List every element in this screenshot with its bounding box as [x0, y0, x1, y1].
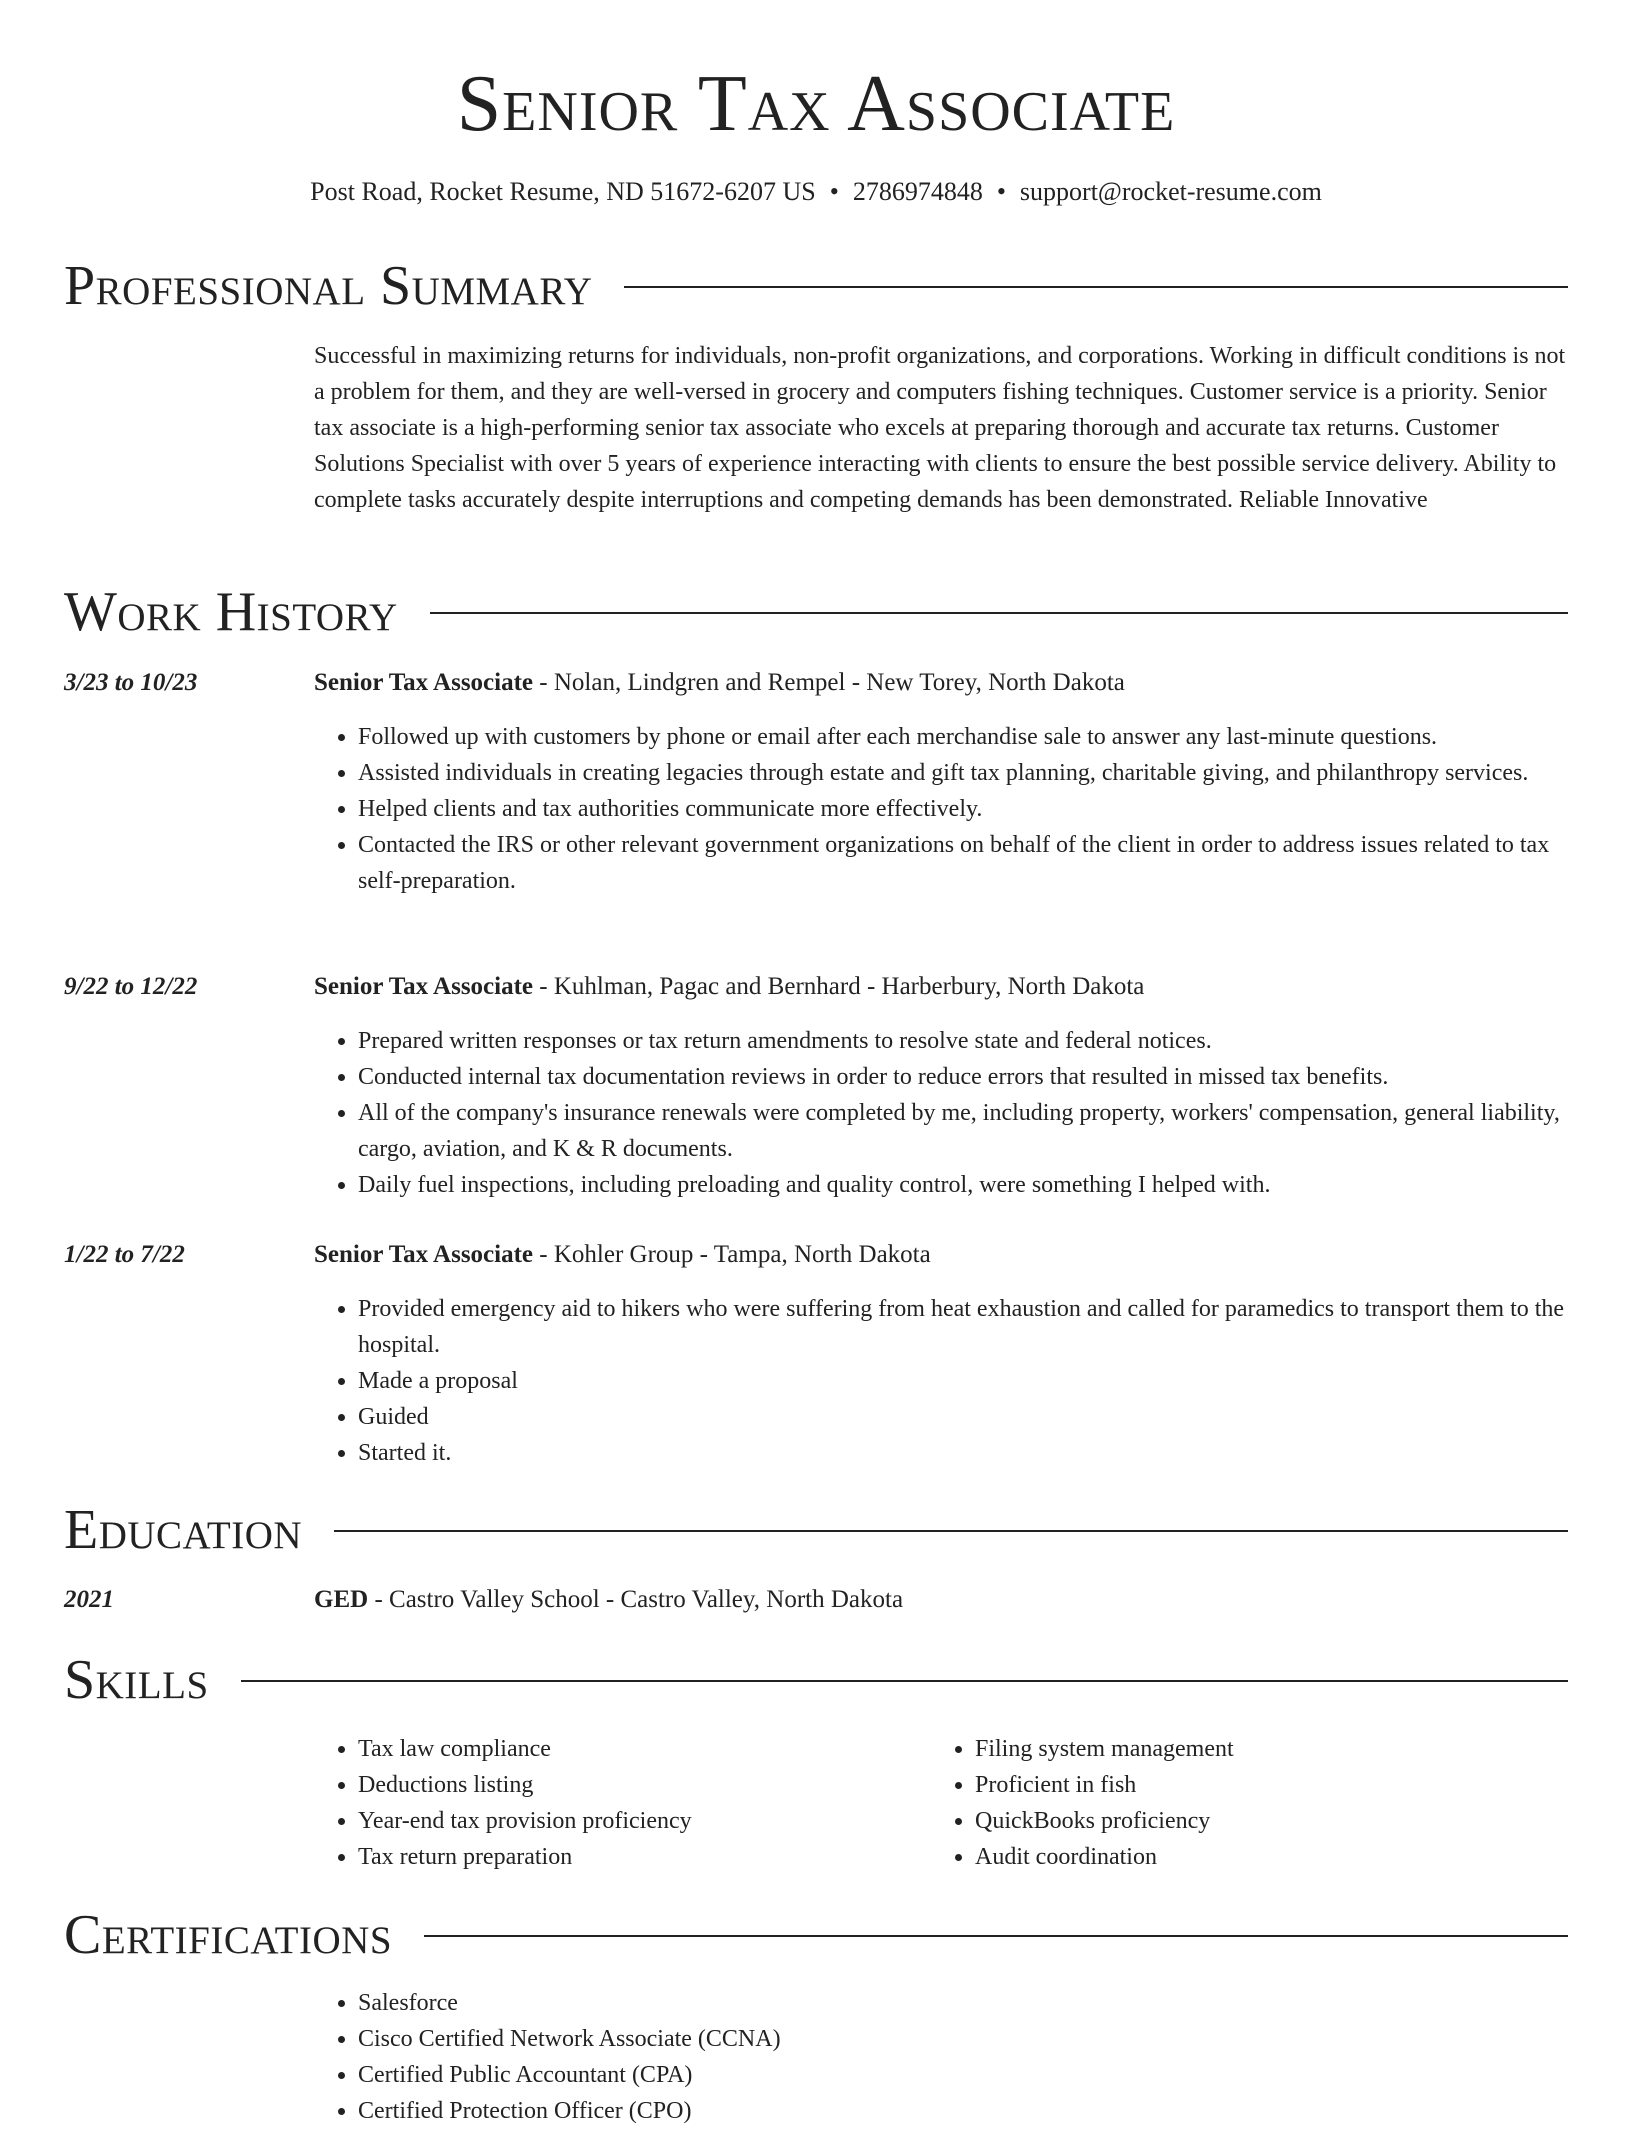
- job-dates: 9/22 to 12/22: [64, 973, 198, 1000]
- contact-phone: 2786974848: [852, 177, 983, 206]
- job-title: Senior Tax Associate: [314, 973, 534, 1000]
- education-heading: [314, 1582, 1570, 1618]
- section-header-skills: [64, 1648, 1568, 1712]
- section-divider: [424, 1935, 1568, 1937]
- skills-list-left: [314, 1731, 914, 1875]
- certification-item: • Cisco Certified Network Associate (CCNA): [358, 2021, 1570, 2057]
- job-title: Senior Tax Associate: [314, 1241, 534, 1268]
- certification-item: • Certified Public Accountant (CPA): [358, 2057, 1570, 2093]
- job-details: - Kuhlman, Pagac and Bernhard - Harberbury, North Dakota: [533, 973, 1145, 1000]
- job-bullet: • Assisted individuals in creating legacies through estate and gift tax planning, charitable giving, and philanthropy services.: [358, 755, 1570, 791]
- contact-address: Post Road, Rocket Resume, ND 51672-6207 US: [310, 177, 816, 206]
- skill-item: • QuickBooks proficiency: [975, 1803, 1551, 1839]
- skill-item: • Audit coordination: [975, 1839, 1551, 1875]
- contact-email: support@rocket-resume.com: [1019, 177, 1322, 206]
- summary-text: Successful in maximizing returns for individuals, non-profit organizations, and corporations. Working in difficult conditions is not a problem for them, and they are well-versed in grocery and computers fishing techniques. Customer service is a priority. Senior tax associate is a high-performing senior tax associate who excels at preparing thorough and accurate tax returns. Customer Solutions Specialist with over 5 years of experience interacting with clients to ensure the best possible service delivery. Ability to complete tasks accurately despite interruptions and competing demands has been demonstrated. Reliable Innovative: [314, 343, 1566, 513]
- job-dates: 1/22 to 7/22: [64, 1241, 185, 1268]
- skill-item: • Deductions listing: [358, 1767, 914, 1803]
- education-details: - Castro Valley School - Castro Valley, North Dakota: [368, 1586, 904, 1613]
- job-details: - Kohler Group - Tampa, North Dakota: [533, 1241, 931, 1268]
- section-title: Education: [64, 1499, 303, 1561]
- section-title: Professional Summary: [64, 255, 593, 317]
- section-divider: [241, 1680, 1568, 1682]
- job-heading: [314, 969, 1570, 1005]
- education-year: 2021: [64, 1586, 114, 1613]
- job-title: Senior Tax Associate: [314, 669, 534, 696]
- skill-item: • Tax law compliance: [358, 1731, 914, 1767]
- job-bullet: • Guided: [358, 1399, 1570, 1435]
- job-heading: [314, 1237, 1570, 1273]
- section-header-work-history: [64, 580, 1568, 644]
- section-title: Work History: [64, 581, 398, 643]
- job-bullet: • Followed up with customers by phone or email after each merchandise sale to answer any last-minute questions.: [358, 719, 1570, 755]
- job-bullet: • Prepared written responses or tax return amendments to resolve state and federal notices.: [358, 1023, 1570, 1059]
- skill-item: • Year-end tax provision proficiency: [358, 1803, 914, 1839]
- section-header-summary: [64, 254, 1568, 318]
- section-divider: [624, 286, 1568, 288]
- section-divider: [430, 612, 1568, 614]
- contact-line: [0, 176, 1632, 208]
- section-title: Certifications: [64, 1904, 393, 1966]
- job-bullet: • Helped clients and tax authorities communicate more effectively.: [358, 791, 1570, 827]
- contact-separator: •: [996, 177, 1006, 206]
- job-bullet: • Conducted internal tax documentation reviews in order to reduce errors that resulted in missed tax benefits.: [358, 1059, 1570, 1095]
- job-bullet: • Daily fuel inspections, including preloading and quality control, were something I helped with.: [358, 1167, 1570, 1203]
- job-bullet-list: [314, 719, 1570, 899]
- certification-item: • Certified Protection Officer (CPO): [358, 2093, 1570, 2129]
- section-header-certifications: [64, 1903, 1568, 1967]
- skill-item: • Tax return preparation: [358, 1839, 914, 1875]
- contact-separator: •: [829, 177, 839, 206]
- job-bullet: • Made a proposal: [358, 1363, 1570, 1399]
- job-bullet: • All of the company's insurance renewals were completed by me, including property, workers' compensation, general liability, cargo, aviation, and K & R documents.: [358, 1095, 1570, 1167]
- job-bullet: • Provided emergency aid to hikers who were suffering from heat exhaustion and called for paramedics to transport them to the hospital.: [358, 1291, 1570, 1363]
- resume-name-title: Senior Tax Associate: [456, 60, 1176, 148]
- section-divider: [334, 1530, 1568, 1532]
- job-bullet: • Contacted the IRS or other relevant government organizations on behalf of the client in order to address issues related to tax self-preparation.: [358, 827, 1570, 899]
- certifications-list: [314, 1985, 1570, 2129]
- skill-item: • Proficient in fish: [975, 1767, 1551, 1803]
- job-details: - Nolan, Lindgren and Rempel - New Torey, North Dakota: [533, 669, 1125, 696]
- job-bullet-list: [314, 1023, 1570, 1203]
- job-bullet-list: [314, 1291, 1570, 1471]
- job-bullet: • Started it.: [358, 1435, 1570, 1471]
- job-dates: 3/23 to 10/23: [64, 669, 198, 696]
- skills-list-right: [931, 1731, 1551, 1875]
- job-heading: [314, 665, 1570, 701]
- section-header-education: [64, 1498, 1568, 1562]
- section-title: Skills: [64, 1649, 209, 1711]
- certification-item: • Salesforce: [358, 1985, 1570, 2021]
- skill-item: • Filing system management: [975, 1731, 1551, 1767]
- education-degree: GED: [314, 1586, 369, 1613]
